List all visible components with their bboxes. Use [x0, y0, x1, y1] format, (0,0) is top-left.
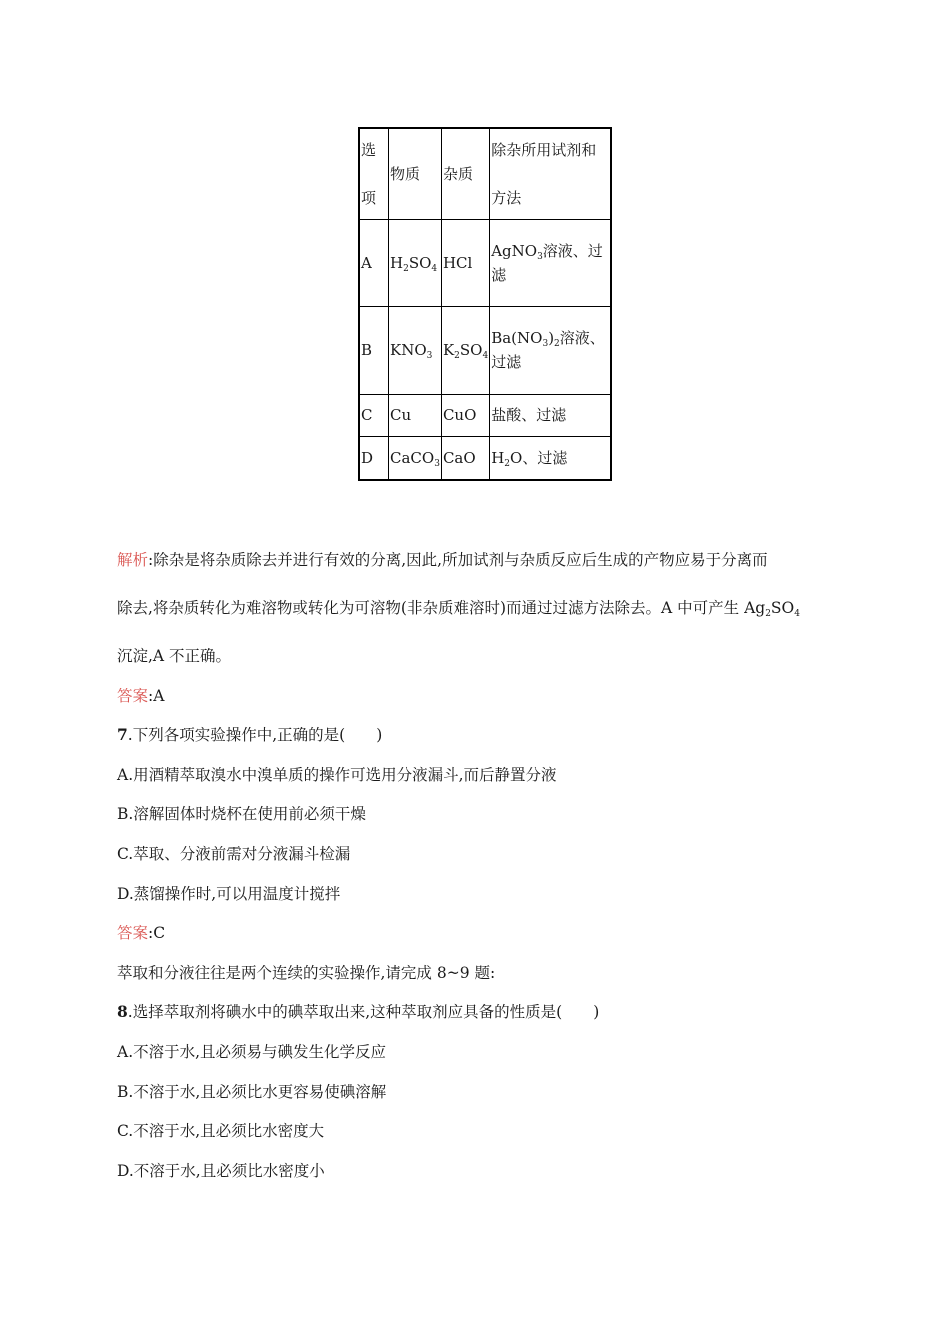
analysis-label: 解析	[117, 551, 149, 569]
question-7-option-a: A.用酒精萃取溴水中溴单质的操作可选用分液漏斗,而后静置分液	[117, 766, 557, 784]
table-header-row	[359, 128, 611, 219]
header-substance: 物质	[389, 128, 442, 219]
method-cell: $H_2O$、过滤	[490, 436, 612, 480]
answer-value: :C	[148, 924, 166, 942]
header-impurity: 杂质	[441, 128, 489, 219]
substance-cell: CaCO$_3$	[389, 436, 442, 480]
question-7-option-c: C.萃取、分液前需对分液漏斗检漏	[117, 845, 351, 863]
intro-text: 萃取和分液往往是两个连续的实验操作,请完成 8~9 题:	[117, 964, 496, 982]
impurity-cell: HCl	[441, 219, 489, 306]
substance-cell: $KNO_3$	[389, 306, 442, 394]
impurity-cell: $K_2SO_4$	[441, 306, 489, 394]
question-8-option-a: A.不溶于水,且必须易与碘发生化学反应	[117, 1043, 387, 1061]
impurity-cell: CaO	[441, 436, 489, 480]
method-cell: AgNO$_3$溶液、过 滤	[490, 219, 612, 306]
method-cell: $Ba(NO_3)_2$溶液、 过滤	[490, 306, 612, 394]
method-cell: 盐酸、过滤	[490, 394, 612, 436]
question-7-option-b: B.溶解固体时烧杯在使用前必须干燥	[117, 805, 366, 823]
header-option-line1: 选	[361, 140, 377, 159]
answer-6	[117, 684, 164, 706]
question-8-option-d: D.不溶于水,且必须比水密度小	[117, 1162, 325, 1180]
analysis-sub-2: 4	[794, 609, 800, 619]
header-option	[359, 128, 389, 219]
question-8-option-b: B.不溶于水,且必须比水更容易使碘溶解	[117, 1083, 387, 1101]
table-row	[359, 436, 611, 480]
analysis-text-2: 除去,将杂质转化为难溶物或转化为可溶物(非杂质难溶时)而通过过滤方法除去。A 中可产生 Ag	[117, 599, 766, 617]
option-cell: D	[359, 436, 389, 480]
question-7-stem	[117, 723, 382, 745]
option-cell: B	[359, 306, 389, 394]
option-cell: C	[359, 394, 389, 436]
header-method-line1: 除杂所用试剂和	[491, 140, 597, 159]
option-cell: A	[359, 219, 389, 306]
header-option-line2: 项	[361, 188, 377, 207]
analysis-text-2b: SO	[770, 599, 795, 617]
analysis-line-1	[117, 548, 768, 570]
answer-7	[117, 921, 165, 943]
question-number: 8	[117, 1002, 128, 1021]
analysis-sub-1: 2	[765, 609, 771, 619]
answer-value: :A	[148, 687, 165, 705]
analysis-text-1: :除杂是将杂质除去并进行有效的分离,因此,所加试剂与杂质反应后生成的产物应易于分离而	[148, 551, 768, 569]
table-row	[359, 306, 611, 394]
impurity-removal-table	[358, 127, 612, 481]
table-row	[359, 219, 611, 306]
question-8-stem	[117, 1000, 599, 1022]
analysis-line-3: 沉淀,A 不正确。	[117, 647, 232, 665]
question-text: .选择萃取剂将碘水中的碘萃取出来,这种萃取剂应具备的性质是( )	[127, 1003, 600, 1021]
question-8-option-c: C.不溶于水,且必须比水密度大	[117, 1122, 325, 1140]
question-text: .下列各项实验操作中,正确的是( )	[127, 726, 383, 744]
table-row	[359, 394, 611, 436]
answer-label: 答案	[117, 924, 149, 942]
impurity-cell: CuO	[441, 394, 489, 436]
substance-cell: Cu	[389, 394, 442, 436]
header-method	[490, 128, 612, 219]
question-number: 7	[117, 725, 128, 744]
answer-label: 答案	[117, 687, 149, 705]
substance-cell: $H_2SO_4$	[389, 219, 442, 306]
header-method-line2: 方法	[491, 188, 522, 207]
question-7-option-d: D.蒸馏操作时,可以用温度计搅拌	[117, 885, 341, 903]
analysis-line-2	[117, 596, 800, 618]
